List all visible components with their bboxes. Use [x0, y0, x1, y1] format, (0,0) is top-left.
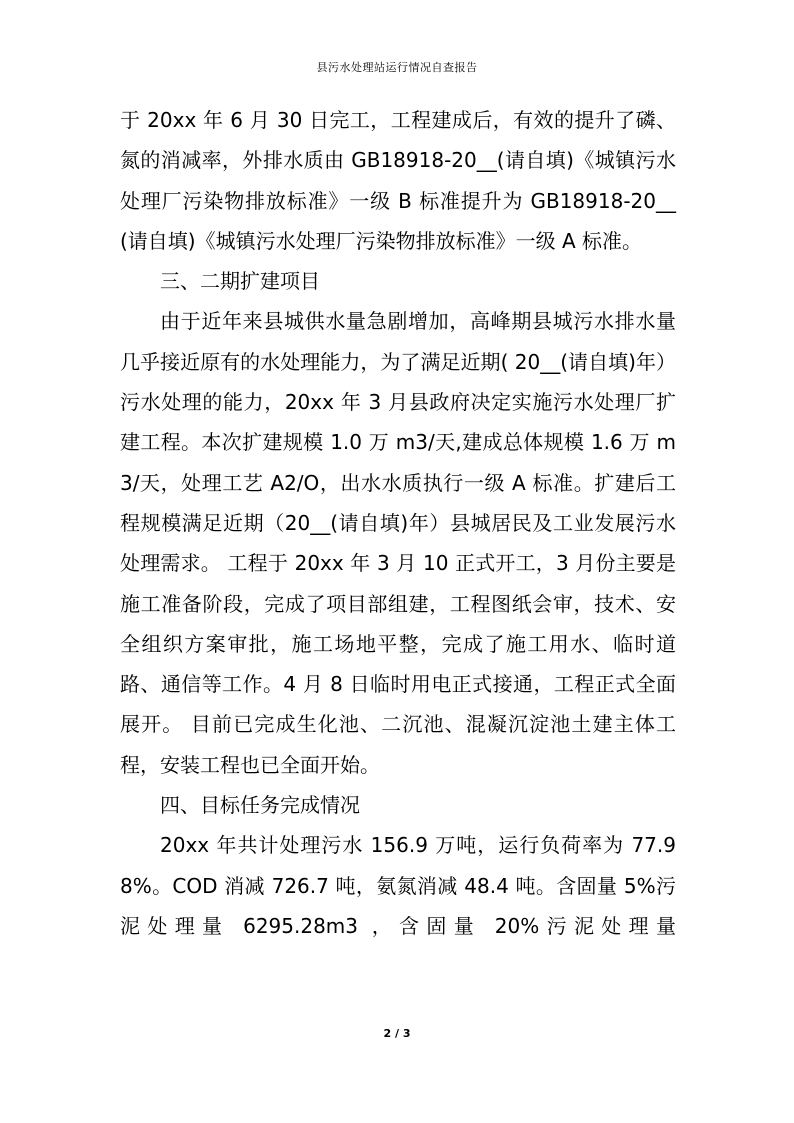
section-heading-expansion: 三、二期扩建项目 [160, 269, 320, 294]
document-body [120, 100, 676, 946]
page-number: 2 / 3 [383, 1027, 411, 1040]
paragraph-completion: 于 20xx 年 6 月 30 日完工，工程建成后，有效的提升了磷、氮的消减率，外排水质由 GB18918-20__(请自填)《城镇污水处理厂污染物排放标准》一级 B 标准提升为 GB18918-20__(请自填)《城镇污水处理厂污染物排放标准》一级 A 标准。 [120, 108, 676, 253]
section-heading-targets: 四、目标任务完成情况 [160, 793, 360, 818]
page-header: 县污水处理站运行情况自查报告 [316, 61, 478, 74]
paragraph-expansion: 由于近年来县城供水量急剧增加，高峰期县城污水排水量几乎接近原有的水处理能力，为了满足近期( 20__(请自填)年）污水处理的能力，20xx 年 3 月县政府决定实施污水处理厂扩建工程。本次扩建规模 1.0 万 m3/天,建成总体规模 1.6 万 m3/天，处理工艺 A2/O，出水水质执行一级 A 标准。扩建后工程规模满足近期（20__(请自填)年）县城居民及工业发展污水处理需求。 工程于 20xx 年 3 月 10 正式开工，3 月份主要是施工准备阶段，完成了项目部组建，工程图纸会审，技术、安全组织方案审批，施工场地平整，完成了施工用水、临时道路、通信等工作。4 月 8 日临时用电正式接通，工程正式全面展开。 目前已完成生化池、二沉池、混凝沉淀池土建主体工程，安装工程也已全面开始。 [120, 309, 676, 777]
paragraph-targets: 20xx 年共计处理污水 156.9 万吨，运行负荷率为 77.98%。COD 消减 726.7 吨，氨氮消减 48.4 吨。含固量 5%污泥处理量 6295.28m3 ，含固量 20%污泥处理量 [120, 833, 676, 938]
